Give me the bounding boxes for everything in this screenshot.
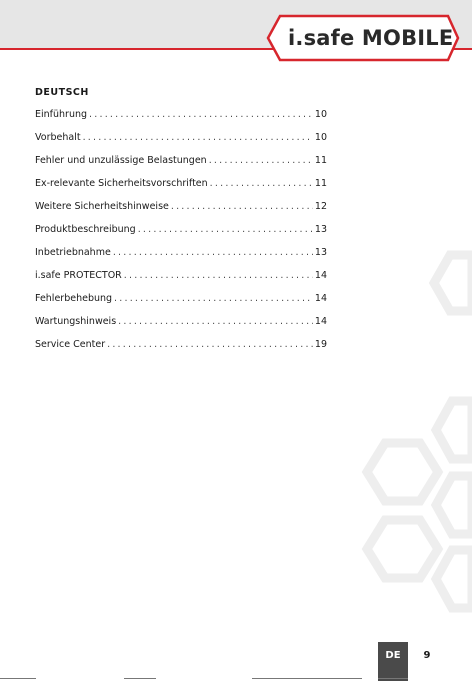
toc-entry-label: Inbetriebnahme [35,247,111,258]
toc-leader-dots [138,224,313,235]
toc-entry[interactable] [35,316,327,339]
toc-leader-dots [209,155,313,166]
toc-heading: DEUTSCH [35,87,89,98]
toc-leader-dots [107,339,313,350]
footer-crop-mark [0,678,36,679]
toc-leader-dots [118,316,313,327]
toc-entry-page: 14 [314,316,327,327]
toc-entry-page: 14 [314,293,327,304]
hexagon-shape [436,550,472,608]
toc-entry[interactable] [35,270,327,293]
toc-entry-page: 12 [314,201,327,212]
toc-entry-label: Service Center [35,339,106,350]
toc-leader-dots [89,109,313,120]
toc-entry-label: Fehlerbehebung [35,293,113,304]
toc-entry-page: 13 [314,247,327,258]
toc-entry-label: Produktbeschreibung [35,224,136,235]
hexagon-shape [436,476,472,534]
brand-logo [262,12,472,64]
toc-entry[interactable] [35,201,327,224]
logo-text: i.safe MOBILE [288,26,454,50]
toc-entry-label: Weitere Sicherheitshinweise [35,201,169,212]
toc-leader-dots [113,247,313,258]
toc-entry-label: Fehler und unzulässige Belastungen [35,155,207,166]
footer-crop-mark [378,678,408,679]
table-of-contents [35,109,327,362]
toc-leader-dots [171,201,313,212]
toc-leader-dots [124,270,313,281]
toc-entry-label: Vorbehalt [35,132,81,143]
page-number: 9 [423,650,431,661]
hexagon-shape [367,443,438,501]
toc-leader-dots [114,293,313,304]
toc-entry-page: 11 [314,155,327,166]
footer-crop-mark [252,678,362,679]
toc-leader-dots [83,132,313,143]
toc-leader-dots [210,178,313,189]
toc-entry[interactable] [35,339,327,362]
language-tab: DE [378,642,408,681]
toc-entry[interactable] [35,132,327,155]
hexagon-shape [436,401,472,459]
toc-entry-label: i.safe PROTECTOR [35,270,122,281]
footer-crop-mark [124,678,156,679]
toc-entry-label: Ex-relevante Sicherheitsvorschriften [35,178,208,189]
toc-entry-page: 13 [314,224,327,235]
toc-entry-page: 14 [314,270,327,281]
toc-entry[interactable] [35,224,327,247]
toc-entry[interactable] [35,293,327,316]
toc-entry-page: 10 [314,132,327,143]
toc-entry[interactable] [35,155,327,178]
toc-entry[interactable] [35,247,327,270]
hexagon-shape [367,520,438,578]
toc-entry-page: 11 [314,178,327,189]
toc-entry-page: 10 [314,109,327,120]
toc-entry-page: 19 [314,339,327,350]
toc-entry-label: Wartungshinweis [35,316,117,327]
hexagon-shape [434,255,472,311]
toc-entry[interactable] [35,178,327,201]
toc-entry[interactable] [35,109,327,132]
toc-entry-label: Einführung [35,109,88,120]
